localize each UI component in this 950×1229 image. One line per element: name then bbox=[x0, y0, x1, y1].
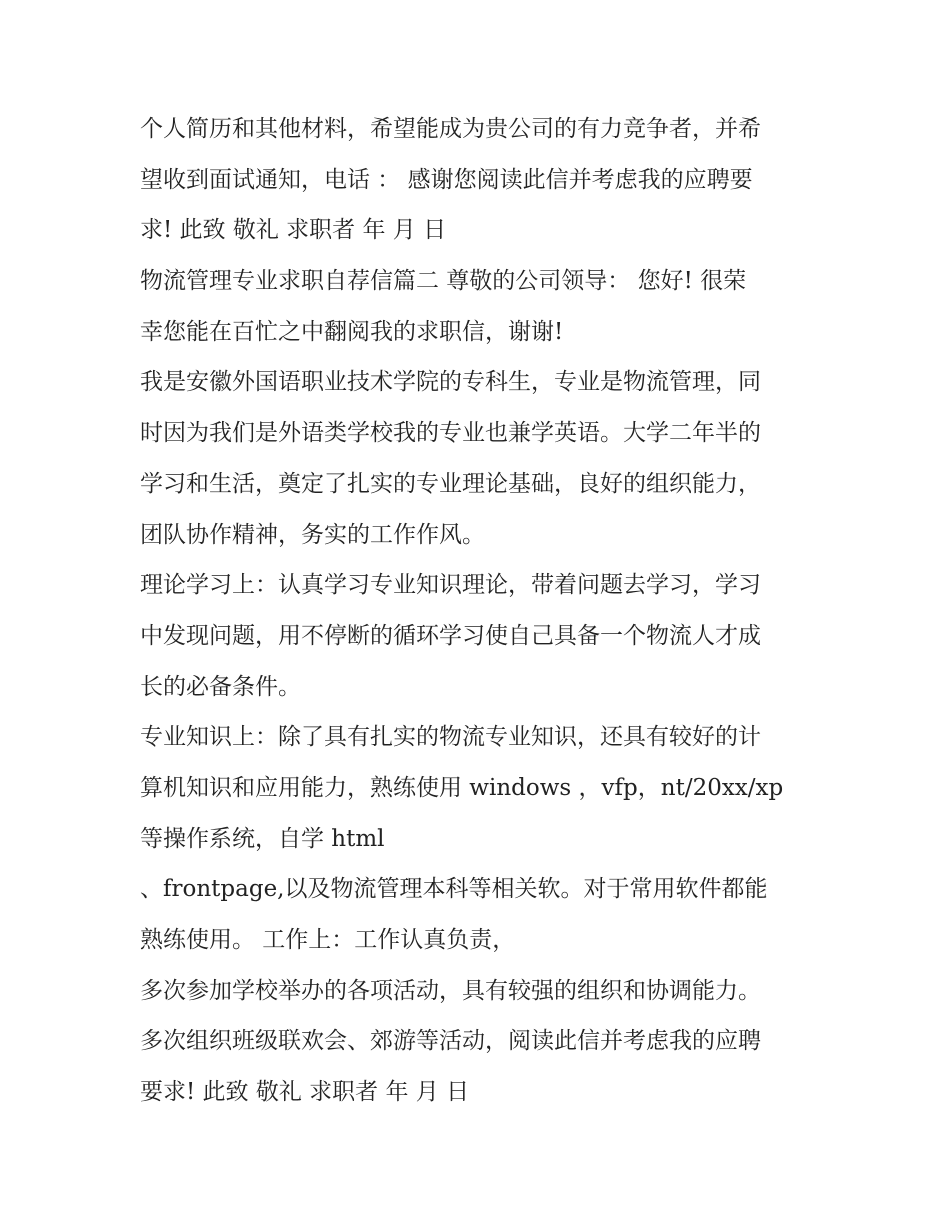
text-line-18: 多次参加学校举办的各项活动，具有较强的组织和协调能力。 bbox=[140, 977, 761, 1004]
text-line-1: 个人简历和其他材料，希望能成为贵公司的有力竞争者，并希 bbox=[140, 116, 761, 142]
text-line-13: 专业知识上：除了具有扎实的物流专业知识，还具有较好的计 bbox=[140, 724, 761, 751]
text-line-4: 物流管理专业求职自荐信篇二 尊敬的公司领导： 您好! 很荣 bbox=[140, 268, 747, 295]
text-line-9: 团队协作精神，务实的工作作风。 bbox=[140, 521, 485, 548]
text-line-11: 中发现问题，用不停断的循环学习使自己具备一个物流人才成 bbox=[140, 622, 761, 649]
text-line-19: 多次组织班级联欢会、郊游等活动，阅读此信并考虑我的应聘 bbox=[140, 1028, 761, 1055]
text-line-6: 我是安徽外国语职业技术学院的专科生，专业是物流管理，同 bbox=[140, 369, 761, 396]
text-line-8: 学习和生活，奠定了扎实的专业理论基础，良好的组织能力， bbox=[140, 470, 761, 497]
text-line-12: 长的必备条件。 bbox=[140, 673, 301, 700]
text-line-16: 、frontpage,以及物流管理本科等相关软。对于常用软件都能 bbox=[140, 876, 768, 903]
text-line-3: 求! 此致 敬礼 求职者 年 月 日 bbox=[140, 217, 447, 244]
text-line-2: 望收到面试通知，电话 ： 感谢您阅读此信并考虑我的应聘要 bbox=[140, 166, 753, 193]
text-line-15: 等操作系统，自学 html bbox=[140, 825, 385, 852]
text-line-14: 算机知识和应用能力，熟练使用 windows ，vfp，nt/20xx/xp bbox=[140, 774, 784, 801]
text-line-7: 时因为我们是外语类学校我的专业也兼学英语。大学二年半的 bbox=[140, 420, 761, 447]
letter-body bbox=[140, 104, 820, 1118]
text-line-20: 要求! 此致 敬礼 求职者 年 月 日 bbox=[140, 1079, 470, 1106]
text-line-10: 理论学习上：认真学习专业知识理论，带着问题去学习，学习 bbox=[140, 572, 761, 599]
text-line-17: 熟练使用。 工作上：工作认真负责， bbox=[140, 927, 516, 953]
text-line-5: 幸您能在百忙之中翻阅我的求职信，谢谢! bbox=[140, 318, 564, 345]
